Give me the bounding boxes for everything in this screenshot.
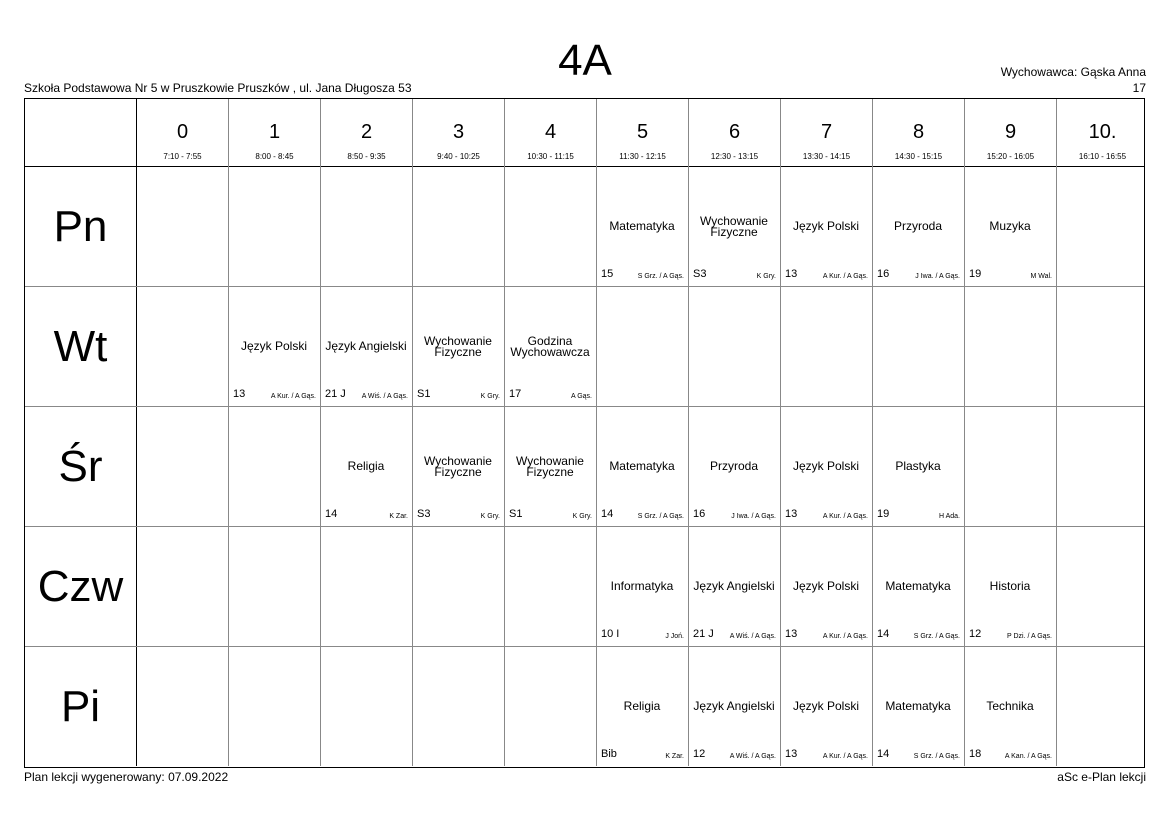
lesson-room: 14: [325, 508, 338, 520]
lesson-cell[interactable]: [504, 406, 596, 526]
period-header: [780, 99, 872, 166]
lesson-subject: Religia: [347, 459, 385, 473]
lesson-subject: Historia: [989, 579, 1031, 593]
lesson-subject: Informatyka: [610, 579, 674, 593]
lesson-teacher: J Joń.: [665, 633, 684, 640]
lesson-cell[interactable]: [780, 646, 872, 766]
lesson-room: 13: [785, 748, 798, 760]
lesson-cell[interactable]: [872, 526, 964, 646]
column-divider: [1056, 166, 1057, 766]
lesson-teacher: A Wiś. / A Gąs.: [729, 633, 776, 640]
lesson-subject: Godzina Wychowawcza: [510, 334, 590, 359]
lesson-room: S3: [417, 508, 431, 520]
column-divider: [136, 166, 137, 766]
lesson-teacher: J Iwa. / A Gąs.: [915, 273, 960, 280]
lesson-teacher: K Gry.: [480, 513, 500, 520]
period-header: [1056, 99, 1148, 166]
page-number: 17: [1132, 81, 1146, 95]
lesson-cell[interactable]: [688, 526, 780, 646]
lesson-room: 18: [969, 748, 982, 760]
lesson-subject: Język Angielski: [325, 339, 407, 353]
lesson-room: 17: [509, 388, 522, 400]
period-time: 14:30 - 15:15: [894, 152, 943, 161]
lesson-room: 19: [877, 508, 890, 520]
lesson-room: 14: [877, 748, 890, 760]
lesson-teacher: S Grz. / A Gąs.: [913, 753, 960, 760]
period-time: 16:10 - 16:55: [1078, 152, 1127, 161]
period-header: [596, 99, 688, 166]
period-time: 9:40 - 10:25: [437, 152, 480, 161]
lesson-room: 12: [693, 748, 706, 760]
period-number: 1: [268, 121, 281, 143]
period-header: [136, 99, 228, 166]
lesson-room: 13: [785, 268, 798, 280]
lesson-subject: Wychowanie Fizyczne: [700, 214, 768, 239]
lesson-teacher: M Wal.: [1030, 273, 1052, 280]
lesson-subject: Muzyka: [989, 219, 1031, 233]
lesson-teacher: K Gry.: [756, 273, 776, 280]
lesson-room: 13: [785, 628, 798, 640]
class-title: 4A: [558, 36, 612, 85]
period-header: [504, 99, 596, 166]
lesson-subject: Religia: [623, 699, 661, 713]
period-number: 3: [452, 121, 465, 143]
lesson-room: 13: [785, 508, 798, 520]
lesson-cell[interactable]: [780, 526, 872, 646]
lesson-cell[interactable]: [228, 286, 320, 406]
lesson-teacher: K Gry.: [572, 513, 592, 520]
lesson-cell[interactable]: [412, 406, 504, 526]
lesson-subject: Technika: [986, 699, 1034, 713]
lesson-cell[interactable]: [964, 166, 1056, 286]
lesson-subject: Przyroda: [709, 459, 759, 473]
period-header: [320, 99, 412, 166]
lesson-room: 16: [693, 508, 706, 520]
lesson-teacher: K Gry.: [480, 393, 500, 400]
period-time: 8:00 - 8:45: [255, 152, 294, 161]
lesson-room: 10 I: [601, 628, 620, 640]
lesson-cell[interactable]: [872, 166, 964, 286]
lesson-cell[interactable]: [964, 526, 1056, 646]
period-number: 7: [820, 121, 833, 143]
lesson-teacher: A Wiś. / A Gąs.: [361, 393, 408, 400]
lesson-room: 12: [969, 628, 982, 640]
lesson-teacher: A Gąs.: [570, 393, 592, 400]
lesson-room: 14: [601, 508, 614, 520]
period-number: 2: [360, 121, 373, 143]
lesson-room: Bib: [601, 748, 617, 760]
period-header: [872, 99, 964, 166]
period-time: 13:30 - 14:15: [802, 152, 851, 161]
lesson-teacher: A Kur. / A Gąs.: [822, 633, 868, 640]
period-number: 0: [176, 121, 189, 143]
lesson-teacher: J Iwa. / A Gąs.: [731, 513, 776, 520]
lesson-room: 14: [877, 628, 890, 640]
lesson-cell[interactable]: [780, 166, 872, 286]
school-name: Szkoła Podstawowa Nr 5 w Pruszkowie Pruszków , ul. Jana Długosza 53: [24, 81, 412, 95]
lesson-room: 16: [877, 268, 890, 280]
lesson-teacher: K Zar.: [389, 513, 408, 520]
lesson-teacher: A Kur. / A Gąs.: [822, 513, 868, 520]
lesson-subject: Język Polski: [792, 699, 860, 713]
period-time: 10:30 - 11:15: [527, 152, 574, 161]
lesson-room: 13: [233, 388, 246, 400]
day-label: Pi: [60, 682, 101, 731]
period-header: [964, 99, 1056, 166]
lesson-teacher: S Grz. / A Gąs.: [637, 273, 684, 280]
lesson-room: S1: [509, 508, 523, 520]
period-number: 8: [912, 121, 925, 143]
period-time: 8:50 - 9:35: [347, 152, 386, 161]
lesson-room: S3: [693, 268, 707, 280]
lesson-cell[interactable]: [504, 286, 596, 406]
lesson-cell[interactable]: [596, 646, 688, 766]
lesson-cell[interactable]: [596, 166, 688, 286]
lesson-cell[interactable]: [964, 646, 1056, 766]
period-header: [688, 99, 780, 166]
lesson-cell[interactable]: [596, 406, 688, 526]
timetable-grid: [24, 98, 1145, 768]
lesson-subject: Matematyka: [609, 219, 675, 233]
class-teacher: Wychowawca: Gąska Anna: [1000, 65, 1146, 79]
period-number: 4: [544, 121, 557, 143]
lesson-room: 15: [601, 268, 614, 280]
lesson-subject: Język Polski: [792, 579, 860, 593]
lesson-subject: Wychowanie Fizyczne: [424, 334, 492, 359]
column-divider: [228, 166, 229, 766]
lesson-subject: Język Angielski: [693, 579, 775, 593]
period-number: 6: [728, 121, 741, 143]
day-label: Pn: [53, 202, 108, 251]
lesson-teacher: S Grz. / A Gąs.: [637, 513, 684, 520]
lesson-teacher: H Ada.: [938, 513, 960, 520]
lesson-subject: Matematyka: [885, 699, 951, 713]
period-time: 12:30 - 13:15: [710, 152, 759, 161]
day-label: Śr: [58, 442, 103, 491]
lesson-subject: Wychowanie Fizyczne: [424, 454, 492, 479]
software-credit: aSc e-Plan lekcji: [1057, 770, 1146, 784]
period-time: 7:10 - 7:55: [163, 152, 202, 161]
lesson-room: 19: [969, 268, 982, 280]
lesson-teacher: A Kur. / A Gąs.: [270, 393, 316, 400]
lesson-cell[interactable]: [412, 286, 504, 406]
day-label: Wt: [53, 322, 108, 371]
lesson-teacher: A Kur. / A Gąs.: [822, 753, 868, 760]
lesson-teacher: K Zar.: [665, 753, 684, 760]
lesson-room: S1: [417, 388, 431, 400]
lesson-cell[interactable]: [688, 646, 780, 766]
lesson-cell[interactable]: [320, 406, 412, 526]
lesson-subject: Wychowanie Fizyczne: [516, 454, 584, 479]
period-header: [228, 99, 320, 166]
lesson-subject: Matematyka: [885, 579, 951, 593]
period-number: 5: [636, 121, 649, 143]
lesson-subject: Język Angielski: [693, 699, 775, 713]
lesson-subject: Przyroda: [893, 219, 943, 233]
lesson-teacher: A Wiś. / A Gąs.: [729, 753, 776, 760]
period-time: 15:20 - 16:05: [986, 152, 1035, 161]
lesson-cell[interactable]: [596, 526, 688, 646]
period-header: [412, 99, 504, 166]
period-number: 10.: [1088, 121, 1117, 143]
lesson-cell[interactable]: [780, 406, 872, 526]
lesson-cell[interactable]: [872, 646, 964, 766]
lesson-subject: Język Polski: [792, 459, 860, 473]
period-time: 11:30 - 12:15: [619, 152, 666, 161]
lesson-cell[interactable]: [688, 166, 780, 286]
day-label: Czw: [37, 562, 124, 611]
lesson-room: 21 J: [325, 388, 346, 400]
lesson-cell[interactable]: [688, 406, 780, 526]
lesson-teacher: A Kur. / A Gąs.: [822, 273, 868, 280]
period-number: 9: [1004, 121, 1017, 143]
lesson-teacher: A Kan. / A Gąs.: [1004, 753, 1052, 760]
lesson-cell[interactable]: [320, 286, 412, 406]
lesson-teacher: P Dzi. / A Gąs.: [1006, 633, 1052, 640]
lesson-subject: Język Polski: [240, 339, 308, 353]
lesson-room: 21 J: [693, 628, 714, 640]
lesson-teacher: S Grz. / A Gąs.: [913, 633, 960, 640]
lesson-cell[interactable]: [872, 406, 964, 526]
lesson-subject: Plastyka: [895, 459, 941, 473]
generated-date: Plan lekcji wygenerowany: 07.09.2022: [24, 770, 229, 784]
lesson-subject: Matematyka: [609, 459, 675, 473]
lesson-subject: Język Polski: [792, 219, 860, 233]
